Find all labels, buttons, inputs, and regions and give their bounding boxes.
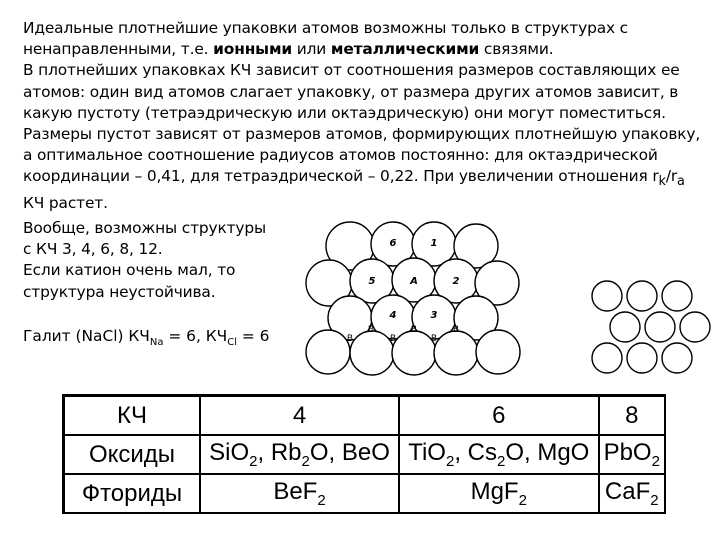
sphere xyxy=(627,343,657,373)
header-cell: 8 xyxy=(599,396,666,436)
sphere xyxy=(662,343,692,373)
left-line-4: структура неустойчива. xyxy=(23,282,216,301)
halite-line: Галит (NaCl) $КЧ_{Na} = 6$, $КЧ_{Cl} = 6$ xyxy=(23,327,270,349)
coordination-table xyxy=(62,394,666,514)
sphere xyxy=(610,312,640,342)
header-cell: 6 xyxy=(399,396,598,436)
label-6: 6 xyxy=(389,238,397,249)
sphere xyxy=(627,281,657,311)
sphere xyxy=(306,330,350,374)
table-cell: BeF$_2$ xyxy=(200,474,399,513)
left-line-1: Вообще, возможны структуры xyxy=(23,219,266,237)
left-line-3: Если катион очень мал, то xyxy=(23,261,236,280)
table-cell: SiO$_2$, $Rb_2O$, BeO xyxy=(200,435,399,474)
sphere xyxy=(645,312,675,342)
sphere xyxy=(434,331,478,375)
label-A: A xyxy=(410,276,418,287)
table-cell: MgF$_2$ xyxy=(399,474,598,513)
large-spheres-packing xyxy=(306,222,520,375)
table-cell: TiO$_2$, $Cs_2O$, MgO xyxy=(399,435,598,474)
bold-metallic: металлическими xyxy=(330,40,480,59)
table-row-oxides xyxy=(64,435,666,474)
sphere xyxy=(592,281,622,311)
label-4: 4 xyxy=(389,310,397,321)
label-3: 3 xyxy=(430,310,438,321)
paragraph-1: Идеальные плотнейшие упаковки атомов возможны только в структурах с ненаправленными, т.е. ионными или металлическими связями. xyxy=(23,19,628,59)
label-B: B xyxy=(389,334,397,344)
label-B: B xyxy=(430,334,438,344)
label-B: B xyxy=(367,325,375,335)
header-cell: КЧ xyxy=(64,396,201,436)
table-header-row xyxy=(64,396,666,436)
paragraph-3: Размеры пустот зависят от размеров атомов, формирующих плотнейшую упаковку, а оптимальное соотношение радиусов атомов постоянно: для октаэдрической координации – 0,41, для тетраэдрической – 0,22. При увеличении отношения $r_k/r_a$ КЧ растет. xyxy=(23,125,701,212)
header-cell: 4 xyxy=(200,396,399,436)
left-line-2: с КЧ 3, 4, 6, 8, 12. xyxy=(23,240,163,259)
table-cell: PbO$_2$ xyxy=(599,435,666,474)
sphere xyxy=(350,331,397,375)
row-label: Фториды xyxy=(64,474,201,513)
label-2: 2 xyxy=(452,276,460,287)
label-5: 5 xyxy=(368,276,376,287)
sphere xyxy=(476,330,520,374)
sphere xyxy=(662,281,692,311)
sphere xyxy=(592,343,622,373)
row-label: Оксиды xyxy=(64,435,201,474)
label-B: B xyxy=(410,325,418,335)
small-spheres-packing xyxy=(592,281,710,373)
paragraph-2: В плотнейших упаковках КЧ зависит от соотношения размеров составляющих ее атомов: один вид атомов слагает упаковку, от размера других атомов зависит, в какую пустоту (тетраэдрическую или октаэдрическую) они могут поместиться. xyxy=(23,61,680,122)
sphere xyxy=(389,331,436,375)
bold-ionic: ионными xyxy=(213,40,293,59)
label-B: B xyxy=(346,334,354,344)
table-row-fluorides xyxy=(64,474,666,513)
label-B: B xyxy=(452,325,460,335)
sphere xyxy=(680,312,710,342)
label-1: 1 xyxy=(430,238,438,249)
table-cell: CaF$_2$ xyxy=(599,474,666,513)
